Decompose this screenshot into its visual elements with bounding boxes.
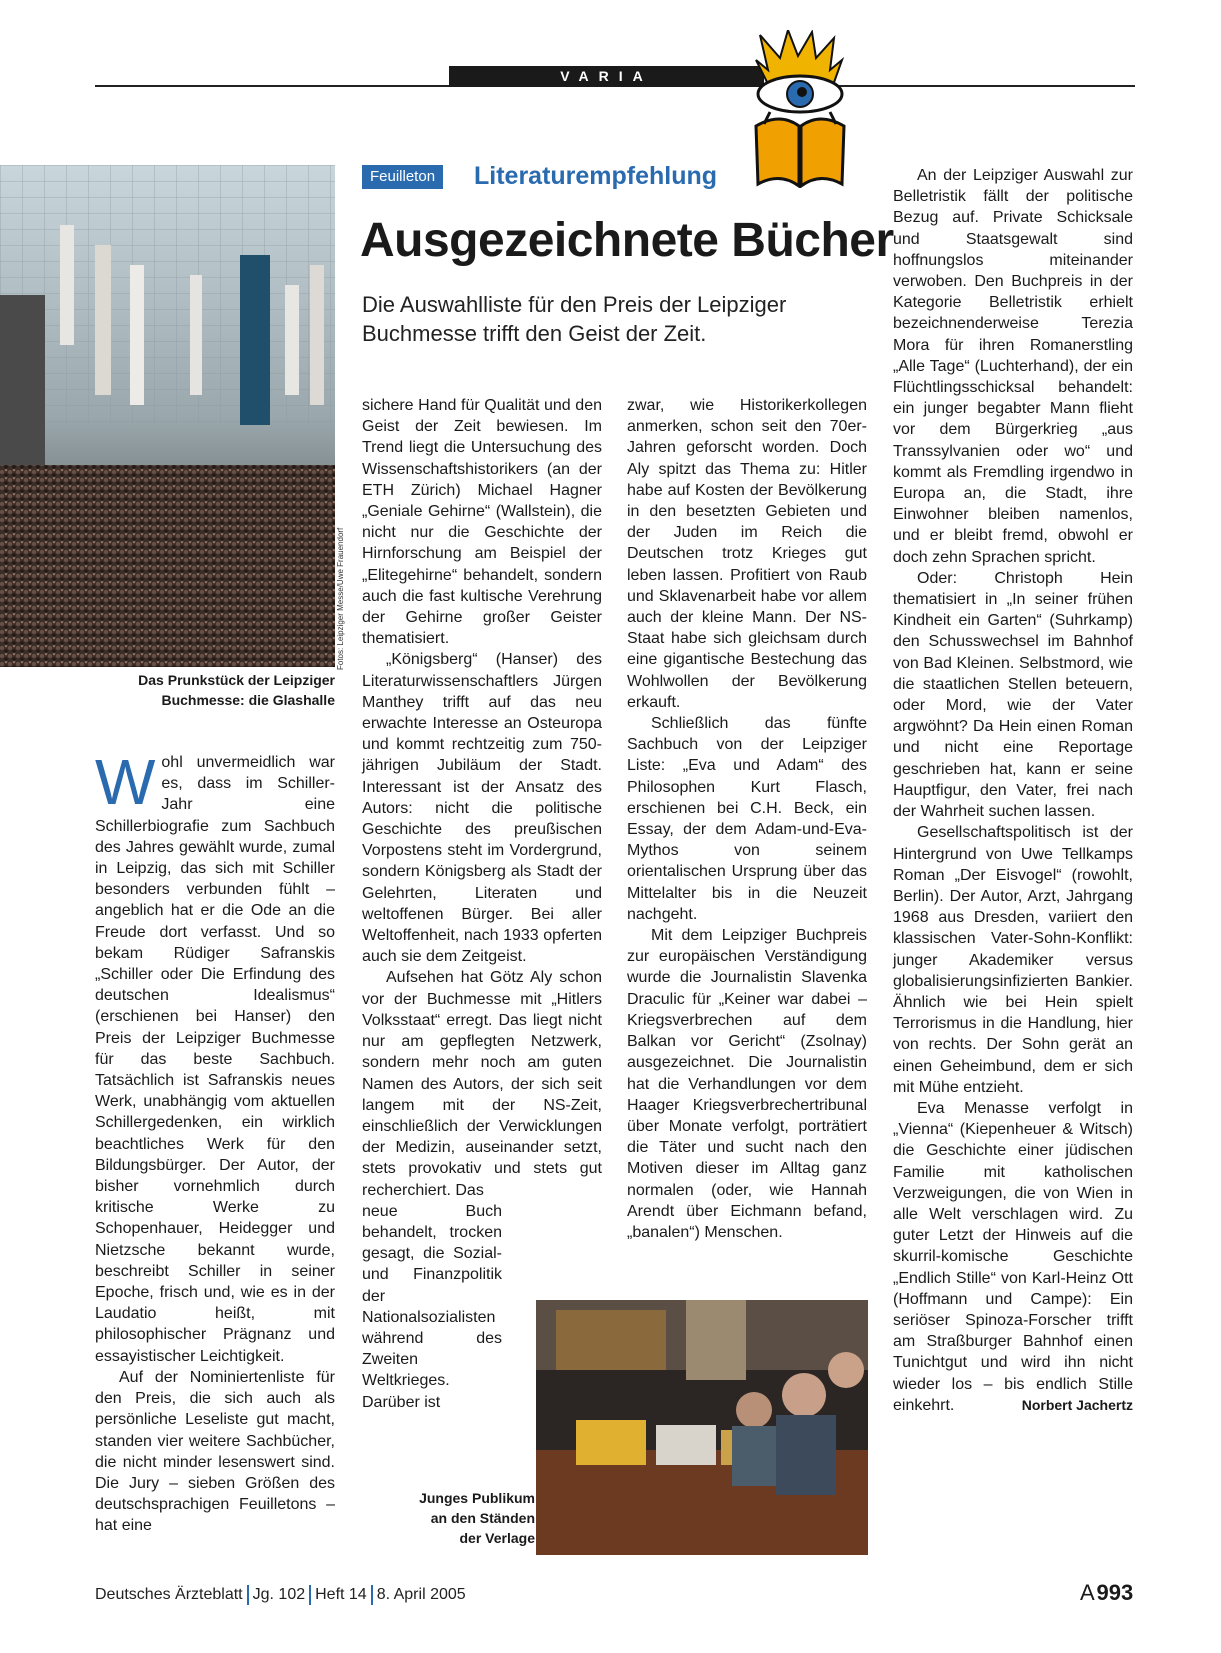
- page-prefix: A: [1080, 1580, 1095, 1605]
- paragraph: Aufsehen hat Götz Aly schon vor der Buchmesse mit „Hitlers Volksstaat“ erregt. Das liegt nicht nur am gepflegten Netzwerk, sondern mehr noch am guten Namen des Autors, der sich seit langem mit der NS-Zeit, einschließlich der Verwicklungen der Medizin, auseinander setzt, stets provokativ und stets gut recherchiert. Das: [362, 969, 602, 1199]
- footer-separator: [309, 1585, 311, 1605]
- paragraph: zwar, wie Historikerkollegen anmerken, schon seit den 70er-Jahren geforscht worden. Doch Aly spitzt das Thema zu: Hitler habe auf Kosten der Bevölkerung in den besetzten Gebieten und der Juden im Reich die Deutschen trotz Krieges gut leben lassen. Profitiert von Raub und Sklavenarbeit habe vor allem auch der kleine Mann. Der NS-Staat habe sich gleichsam durch eine gigantische Bestechung das Wohlwollen der Bevölkerung erkauft.: [627, 397, 867, 711]
- paragraph: Schließlich das fünfte Sachbuch von der Leipziger Liste: „Eva und Adam“ des Philosophen Kurt Flasch, erschienen bei C.H. Beck, ein Essay, der dem Adam-und-Eva-Mythos von seinem orientalischen Ursprung über das Mittelalter bis in die Neuzeit nachgeht.: [627, 715, 867, 923]
- article-column-1: [95, 746, 335, 1537]
- glass-hall-photo: [0, 165, 335, 667]
- article-column-4: [893, 165, 1133, 1416]
- glass-hall-caption: [80, 670, 335, 710]
- paragraph: „Königsberg“ (Hanser) des Literaturwissenschaftlers Jürgen Manthey trifft auf das neu erwachte Interesse an Osteuropa und kommt rechtzeitig zum 750-jährigen Jubiläum der Stadt. Interessant ist der Ansatz des Autors: nicht die politische Geschichte des preußischen Vorpostens steht im Vordergrund, sondern Königsberg als Stadt der Gelehrten, Literaten und weltoffenen Bürger. Bei aller Weltoffenheit, nach 1933 opferten auch sie dem Zeitgeist.: [362, 651, 602, 966]
- footer-separator: [247, 1585, 249, 1605]
- article-headline: Ausgezeichnete Bücher: [360, 214, 894, 267]
- section-label: VARIA: [449, 66, 764, 87]
- young-audience-photo: [536, 1300, 868, 1555]
- paragraph: Gesellschaftspolitisch ist der Hintergrund von Uwe Tellkamps Roman „Der Eisvogel“ (rowohlt, Berlin). Der Autor, Arzt, Jahrgang 1968 aus Dresden, variiert den klassischen Vater-Sohn-Konflikt: junger Akademiker versus globalisierungsinfizierten Bankier. Ähnlich wie bei Hein spielt Terrorismus in die Handlung, hier von rechts. Der Sohn gerät an einen Geheimbund, dem er sich mit Mühe entzieht.: [893, 824, 1133, 1096]
- dropcap: W: [95, 746, 156, 818]
- article-column-3: [627, 395, 867, 1243]
- paragraph: Mit dem Leipziger Buchpreis zur europäischen Verständigung wurde die Journalistin Slavenka Draculic für „Keiner war dabei – Kriegsverbrechen auf dem Balkan vor Gericht“ (Zsolnay) ausgezeichnet. Die Journalistin hat die Verhandlungen vor dem Haager Kriegsverbrechertribunal über Monate verfolgt, porträtiert die Täter und sucht nach den Motiven dieser im Alltag ganz normalen (oder, wie Hannah Arendt über Eichmann befand, „banalen“) Menschen.: [627, 927, 867, 1241]
- caption-line: der Verlage: [459, 1530, 535, 1546]
- paragraph: neue Buch behandelt, trocken gesagt, die Sozial- und Finanzpolitik der Nationalsozialisten während des Zweiten Weltkrieges. Darüber ist: [362, 1202, 502, 1411]
- paragraph: Wohl unvermeidlich war es, dass im Schiller-Jahr eine Schillerbiografie zum Sachbuch des Jahres gewählt wurde, zumal in Leipzig, das sich mit Schiller besonders verbunden fühlt – angeblich hat er die Ode an die Freude dort verfasst. Und so bekam Rüdiger Safranskis „Schiller oder Die Erfindung des deutschen Idealismus“ (erschienen bei Hanser) den Preis der Leipziger Buchmesse für das beste Sachbuch. Tatsächlich ist Safranskis neues Werk, unabhängig vom aktuellen Schillergedenken, ein wirklich beachtliches Werk für den Bildungsbürger. Der Autor, der bisher vornehmlich durch kritische Werke zu Schopenhauer, Heidegger und Nietzsche bekannt wurde, beschreibt Schiller in seiner Epoche, frisch und, wie es in der Laudatio heißt, mit philosophischer Prägnanz und essayistischer Leichtigkeit.: [95, 746, 335, 1365]
- caption-line: Junges Publikum: [419, 1490, 535, 1506]
- caption-line: Buchmesse: die Glashalle: [161, 692, 335, 708]
- young-audience-caption: [380, 1488, 535, 1548]
- caption-line: an den Ständen: [430, 1510, 535, 1526]
- category-label: Feuilleton: [362, 165, 443, 189]
- volume: Jg. 102: [252, 1586, 306, 1604]
- footer-separator: [371, 1585, 373, 1605]
- footer-citation: [95, 1585, 466, 1605]
- issue-date: 8. April 2005: [376, 1586, 466, 1604]
- issue: Heft 14: [315, 1586, 367, 1604]
- page-value: 993: [1096, 1580, 1134, 1605]
- paragraph: Eva Menasse verfolgt in „Vienna“ (Kiepenheuer & Witsch) die Geschichte einer jüdischen Familie mit katholischen Verzweigungen, die von Wien in alle Welt verschlagen wird. Zu guter Letzt der Hinweis auf die skurril-komische Geschichte „Endlich Stille“ von Karl-Heinz Ott (Hoffmann und Campe): Ein seriöser Spinoza-Forscher trifft am Straßburger Bahnhof einen Tunichtgut und wird ihn nicht wieder los – bis endlich Stille einkehrt. Norbert Jachertz: [893, 1098, 1133, 1416]
- book-eye-logo-icon: [750, 30, 850, 188]
- article-deck: Die Auswahlliste für den Preis der Leipziger Buchmesse trifft den Geist der Zeit.: [362, 292, 787, 346]
- photo-credit: Fotos: Leipziger Messe/Uwe Frauendorf: [336, 527, 345, 670]
- journal-name: Deutsches Ärzteblatt: [95, 1586, 243, 1604]
- paragraph: sichere Hand für Qualität und den Geist der Zeit bewiesen. Im Trend liegt die Untersuchung des Wissenschaftshistorikers (an der ETH Zürich) Michael Hagner „Geniale Gehirne“ (Wallstein), die nicht nur die Geschichte der Hirnforschung am Beispiel der „Elitegehirne“ behandelt, sondern auch die fast kultische Verehrung der Gehirne großer Geister thematisiert.: [362, 397, 602, 648]
- paragraph: Oder: Christoph Hein thematisiert in „In seiner frühen Kindheit ein Garten“ (Suhrkamp) den Schusswechsel im Bahnhof von Bad Kleinen. Selbstmord, wie die staatlichen Stellen beteuern, oder Mord, wie der Vater argwöhnt? Da Hein einen Roman und nicht eine Reportage geschrieben hat, kann er seine Hauptfigur, den Vater, frei nach der Wahrheit suchen lassen.: [893, 569, 1133, 821]
- caption-line: Das Prunkstück der Leipziger: [138, 672, 335, 688]
- page-number: [1080, 1580, 1133, 1606]
- paragraph: An der Leipziger Auswahl zur Belletristik fällt der politische Bezug auf. Private Schicksale und Staatsgewalt sind hoffnungslos miteinander verwoben. Den Buchpreis in der Kategorie Belletristik erhielt bezeichnenderweise Terezia Mora für ihren Romanerstling „Alle Tage“ (Luchterhand), der ein Flüchtlingsschicksal behandelt: ein junger begabter Mann flieht vor dem Bürgerkrieg „aus Transsylvanien oder wo“ und kommt als Fremdling irgendwo in Europa an, die Stadt, ihre Einwohner bleiben namenlos, und er bleibt fremd, obwohl er doch zehn Sprachen spricht.: [893, 167, 1133, 566]
- author-name: Norbert Jachertz: [1021, 1396, 1133, 1413]
- article-column-2: [362, 395, 602, 1413]
- paragraph: Auf der Nominiertenliste für den Preis, die sich auch als persönliche Leseliste gut macht, standen vier weitere Sachbücher, die nicht minder lesenswert sind. Die Jury – sieben Größen des deutschsprachigen Feuilletons – hat eine: [95, 1368, 335, 1535]
- topic-label: Literaturempfehlung: [474, 162, 718, 190]
